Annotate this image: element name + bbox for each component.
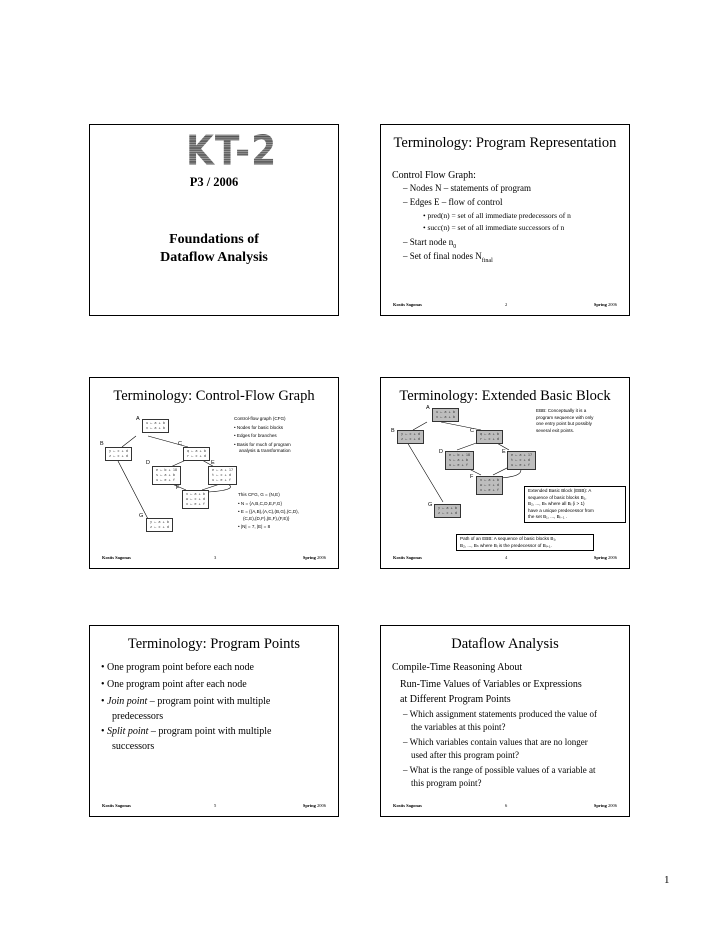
kt2-logo: KT-2 xyxy=(186,127,278,176)
footer-author: Kostis Sagonas xyxy=(393,302,422,307)
slide1-subtitle: P3 / 2006 xyxy=(189,175,239,189)
edge-a-c xyxy=(148,436,188,447)
node-e-line2: t ← c + d xyxy=(212,473,231,477)
node-d-line3: u ← e + f xyxy=(156,478,175,482)
node-e-line3: u ← e + f xyxy=(511,463,530,467)
slide-footer xyxy=(102,803,326,811)
question-1-a: – Which assignment statements produced the value of xyxy=(403,709,598,719)
node-g-label: G xyxy=(428,502,433,508)
node-e-line1: e ← a + 17 xyxy=(212,468,234,472)
footer-term-year: 2006 xyxy=(606,803,617,808)
node-f-line1: v ← a + b xyxy=(480,478,499,482)
node-d xyxy=(152,466,181,485)
slide-3 xyxy=(89,377,339,569)
footer-term-year: 2006 xyxy=(606,302,617,307)
dfa-line2: Run-Time Values of Variables or Expressions xyxy=(400,679,582,690)
slide1-title-line2: Dataflow Analysis xyxy=(160,250,268,265)
cfg-note-5: analysis & transformation xyxy=(239,448,291,453)
node-f-line1: v ← a + b xyxy=(186,492,205,496)
slide1-title-line1: Foundations of xyxy=(169,232,259,247)
cfg-notes xyxy=(234,416,291,455)
node-d-line3: u ← e + f xyxy=(449,463,468,467)
node-d-label: D xyxy=(439,449,443,455)
node-g-label: G xyxy=(139,513,144,519)
node-a xyxy=(432,408,459,422)
footer-page: 3 xyxy=(214,555,217,560)
footer-term-season: Spring xyxy=(593,302,607,307)
ebb-path-2: B₂, ..., Bₙ where Bᵢ is the predecessor of Bᵢ₊₁. xyxy=(460,542,552,548)
ebb-note xyxy=(536,408,593,434)
cfg-note-4: • Basis for much of program xyxy=(234,441,291,447)
bullet-join-point: • Join point – program point with multiple xyxy=(101,696,271,707)
footer-term-year: 2006 xyxy=(606,555,617,560)
slide-5 xyxy=(89,625,339,817)
node-a-line1: u ← a + b xyxy=(146,421,165,425)
split-point-cont: successors xyxy=(112,741,155,752)
node-a-label: A xyxy=(136,416,140,422)
edge-f-e xyxy=(208,484,231,492)
footer-term-year: 2006 xyxy=(315,555,326,560)
slide-footer xyxy=(393,555,617,563)
footer-page: 6 xyxy=(505,803,508,808)
slide-footer xyxy=(393,803,617,811)
question-3-a: – What is the range of possible values of a variable at xyxy=(403,765,596,775)
ebb-definition-box xyxy=(524,486,626,523)
edge-b-g xyxy=(407,442,443,502)
node-f-label: F xyxy=(470,474,474,480)
bullet-pred: • pred(n) = set of all immediate predecessors of n xyxy=(423,211,571,220)
node-a-label: A xyxy=(426,405,430,411)
question-3 xyxy=(403,764,596,790)
node-g xyxy=(434,504,461,518)
node-b-line2: z ← c + d xyxy=(401,437,420,441)
node-e xyxy=(208,466,237,485)
edge-a-b xyxy=(122,436,136,447)
footer-page: 5 xyxy=(214,803,217,808)
ebb-note-4: several exit points. xyxy=(536,427,575,433)
node-f-line2: w ← c + d xyxy=(186,497,205,501)
node-f xyxy=(476,476,503,495)
slide-1 xyxy=(89,124,339,316)
cfg-note-1: Control-flow graph (CFG) xyxy=(234,416,286,421)
question-2 xyxy=(403,736,588,762)
node-c-line2: r ← c + d xyxy=(480,437,499,441)
join-point-cont: predecessors xyxy=(112,711,164,722)
node-c-label: C xyxy=(470,428,474,434)
bullet-final-nodes xyxy=(403,250,493,268)
node-a-line2: v ← a + b xyxy=(146,426,165,430)
node-b-line1: y ← c + d xyxy=(401,432,420,436)
node-c-line1: q ← a + b xyxy=(187,449,206,453)
node-g xyxy=(146,518,173,532)
node-c-line1: q ← a + b xyxy=(480,432,499,436)
edge-a-c xyxy=(441,422,481,430)
slide-title: Terminology: Program Points xyxy=(127,636,301,652)
slide-title: Terminology: Extended Basic Block xyxy=(399,388,611,404)
bullet-after-node: • One program point after each node xyxy=(101,679,247,690)
node-f-line3: x ← e + f xyxy=(480,488,499,492)
cfg-def-1: This CFG, G = (N,E) xyxy=(238,492,280,497)
node-e-line3: u ← e + f xyxy=(212,478,231,482)
footer-author: Kostis Sagonas xyxy=(393,555,422,560)
bullet-before-node: • One program point before each node xyxy=(101,662,254,673)
bullet-edges: – Edges E – flow of control xyxy=(403,197,503,207)
node-c xyxy=(183,447,210,461)
slide-title: Terminology: Control-Flow Graph xyxy=(113,388,315,404)
node-e-line2: t ← c + d xyxy=(511,458,530,462)
node-c-line2: r ← c + d xyxy=(187,454,206,458)
cfg-heading: Control Flow Graph: xyxy=(392,170,476,181)
node-f-line2: w ← c + d xyxy=(480,483,499,487)
page-number: 1 xyxy=(664,874,670,886)
dfa-line3: at Different Program Points xyxy=(400,694,511,705)
bullet-split-point: • Split point – program point with multiple xyxy=(101,726,272,737)
node-b-label: B xyxy=(100,441,104,447)
slide-4 xyxy=(380,377,630,569)
footer-term-year: 2006 xyxy=(315,803,326,808)
node-g-line1: y ← a + b xyxy=(150,520,169,524)
node-a xyxy=(142,419,169,433)
ebb-note-1: EBB: Conceptually it is a xyxy=(536,408,587,413)
slide-footer xyxy=(393,302,617,310)
node-d-line1: e ← b + 18 xyxy=(156,468,178,472)
question-1-b: the variables at this point? xyxy=(411,722,506,732)
node-c-label: C xyxy=(178,441,182,447)
cfg-def-4: (C,E),(D,F),(E,F),(F,E)} xyxy=(243,515,290,521)
slide-footer xyxy=(102,555,326,563)
footer-term xyxy=(594,803,617,808)
slide-title: Dataflow Analysis xyxy=(451,636,559,652)
ebb-def-4: have a unique predecessor from xyxy=(528,507,594,513)
node-c xyxy=(476,430,503,444)
footer-term xyxy=(594,302,617,307)
node-a-line1: u ← a + b xyxy=(436,410,455,414)
join-point-desc: – program point with multiple xyxy=(147,696,271,707)
footer-term xyxy=(303,803,326,808)
question-3-b: this program point? xyxy=(411,778,482,788)
node-f-label: F xyxy=(176,485,180,491)
node-g-line1: y ← a + b xyxy=(438,506,457,510)
node-b-line2: z ← c + d xyxy=(109,454,128,458)
node-f-line3: x ← e + f xyxy=(186,502,205,506)
node-e-label: E xyxy=(211,460,215,466)
ebb-def-5: the set B₁, ..., Bᵢ₋₁ . xyxy=(528,514,567,519)
footer-term-season: Spring xyxy=(593,555,607,560)
question-2-b: used after this program point? xyxy=(411,750,519,760)
node-a-line2: v ← a + b xyxy=(436,415,455,419)
ebb-def-1: Extended Basic Block (EBB): A xyxy=(528,488,592,493)
cfg-def-3: • E = {(A,B),(A,C),(B,G),(C,D), xyxy=(238,509,299,514)
cfg-def-5: • |N| = 7, |E| = 8 xyxy=(238,524,271,529)
cfg-note-2: • Nodes for basic blocks xyxy=(234,424,284,430)
footer-term xyxy=(594,555,617,560)
start-node-sub: 0 xyxy=(453,243,457,250)
node-e xyxy=(507,451,536,470)
final-nodes-text: – Set of final nodes N xyxy=(403,251,482,261)
final-nodes-sub: final xyxy=(481,257,493,264)
cfg-definition xyxy=(238,492,299,531)
ebb-path-box xyxy=(456,534,594,551)
node-d-label: D xyxy=(146,460,150,466)
node-b xyxy=(397,430,424,444)
start-node-text: – Start node n xyxy=(403,237,454,247)
node-e-line1: e ← a + 17 xyxy=(511,453,533,457)
node-b-label: B xyxy=(391,428,395,434)
slide-2 xyxy=(380,124,630,316)
footer-term-season: Spring xyxy=(302,803,316,808)
edge-b-g xyxy=(118,461,148,519)
footer-term-season: Spring xyxy=(302,555,316,560)
slide-6 xyxy=(380,625,630,817)
node-g-line2: z ← c + d xyxy=(438,511,457,515)
footer-author: Kostis Sagonas xyxy=(102,555,131,560)
slide-title: Terminology: Program Representation xyxy=(393,135,617,151)
footer-term-season: Spring xyxy=(593,803,607,808)
node-b xyxy=(105,447,132,461)
footer-author: Kostis Sagonas xyxy=(393,803,422,808)
cfg-def-2: • N = {A,B,C,D,E,F,G} xyxy=(238,500,282,506)
edge-a-b xyxy=(413,422,427,430)
ebb-def-2: sequence of basic blocks B₁, xyxy=(528,494,587,500)
ebb-note-3: one entry point but possibly xyxy=(536,421,592,426)
footer-page: 4 xyxy=(505,555,508,560)
bullet-succ: • succ(n) = set of all immediate successors of n xyxy=(423,223,565,232)
dfa-heading: Compile-Time Reasoning About xyxy=(392,662,523,673)
footer-page: 2 xyxy=(505,302,508,307)
node-d-line1: e ← b + 18 xyxy=(449,453,471,457)
split-point-desc: – program point with multiple xyxy=(148,726,272,737)
footer-author: Kostis Sagonas xyxy=(102,803,131,808)
question-1 xyxy=(403,708,597,734)
node-d xyxy=(445,451,474,470)
node-b-line1: y ← c + d xyxy=(109,449,128,453)
join-point-term: Join point xyxy=(107,696,148,707)
node-g-line2: z ← c + d xyxy=(150,525,169,529)
ebb-path-1: Path of an EBB: A sequence of basic blocks B₁, xyxy=(460,536,557,541)
node-f xyxy=(182,490,209,509)
split-point-term: Split point xyxy=(107,726,149,737)
question-2-a: – Which variables contain values that are no longer xyxy=(403,737,588,747)
cfg-note-3: • Edges for branches xyxy=(234,433,277,438)
ebb-def-3: B₂, ..., Bₙ where all Bᵢ (i > 1) xyxy=(528,501,585,506)
ebb-note-2: program sequence with only xyxy=(536,414,594,420)
node-e-label: E xyxy=(502,449,506,455)
bullet-nodes: – Nodes N – statements of program xyxy=(403,183,531,193)
node-d-line2: s ← a + b xyxy=(156,473,175,477)
node-d-line2: s ← a + b xyxy=(449,458,468,462)
footer-term xyxy=(303,555,326,560)
slide1-title xyxy=(90,231,338,267)
